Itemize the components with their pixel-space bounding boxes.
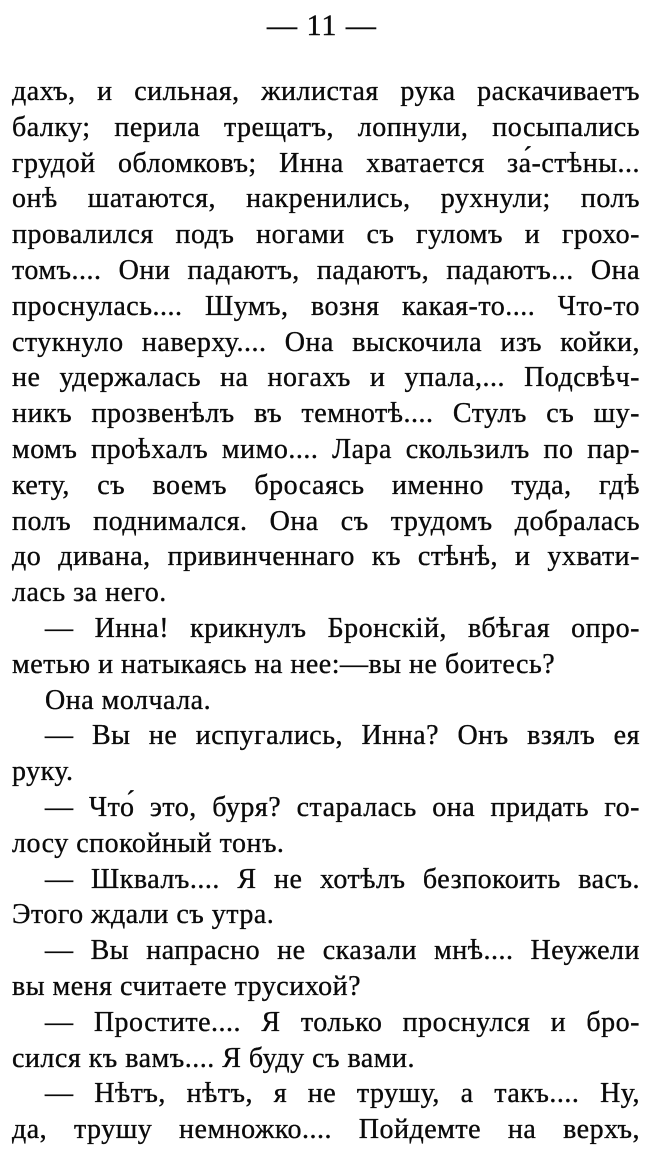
text-line: лась за него. (12, 577, 167, 609)
text-line: никъ прозвенѣлъ въ темнотѣ.... Стулъ съ шу- (12, 398, 640, 430)
text-line: провалился подъ ногами съ гуломъ и грохо- (12, 219, 640, 251)
page-number: — 11 — (267, 9, 377, 42)
text-line: томъ.... Они падаютъ, падаютъ, падаютъ... Она (12, 254, 640, 286)
text-line: проснулась.... Шумъ, возня какая-то.... Что-то (12, 290, 640, 322)
paragraph (12, 933, 640, 1005)
text-line: — Шквалъ.... Я не хотѣлъ безпокоить васъ. (45, 863, 640, 895)
text-line: полъ поднимался. Она съ трудомъ добралась (12, 505, 640, 537)
text-line: руку. (12, 756, 74, 788)
text-line: до дивана, привинченнаго къ стѣнѣ, и ухвати- (12, 541, 640, 573)
paragraph (12, 683, 640, 719)
paragraph (12, 611, 640, 683)
paragraph (12, 862, 640, 934)
text-line: — Вы не испугались, Инна? Онъ взялъ ея (45, 720, 640, 752)
body-text (12, 74, 640, 1148)
paragraph (12, 718, 640, 790)
text-line: да, трушу немножко.... Пойдемте на верхъ, (12, 1114, 640, 1146)
text-line: — Простите.... Я только проснулся и бро- (45, 1006, 640, 1038)
text-line: стукнуло наверху.... Она выскочила изъ койки, (12, 326, 640, 358)
text-line: не удержалась на ногахъ и упала,... Подсвѣч- (12, 362, 640, 394)
text-line: онѣ шатаются, накренились, рухнули; полъ (12, 183, 640, 215)
text-line: дахъ, и сильная, жилистая рука раскачиваетъ (12, 76, 640, 107)
text-line: кету, съ воемъ бросаясь именно туда, гдѣ (12, 469, 640, 501)
text-line: — Вы напрасно не сказали мнѣ.... Неужели (45, 935, 640, 967)
text-line: Этого ждали съ утра. (12, 899, 275, 931)
text-line: метью и натыкаясь на нее:—вы не боитесь? (12, 648, 556, 680)
text-line: балку; перила трещатъ, лопнули, посыпались (12, 111, 640, 143)
text-line: грудой обломковъ; Инна хватается за́-стѣны... (12, 147, 640, 179)
paragraph (12, 790, 640, 862)
paragraph (12, 1076, 640, 1148)
text-line: — Что́ это, буря? старалась она придать го- (45, 791, 640, 823)
text-line: вы меня считаете трусихой? (12, 970, 362, 1002)
text-line: сился къ вамъ.... Я буду съ вами. (12, 1042, 415, 1074)
text-line: лосу спокойный тонъ. (12, 827, 285, 859)
paragraph (12, 1005, 640, 1077)
text-line: момъ проѣхалъ мимо.... Лара скользилъ по пар- (12, 433, 640, 465)
text-line: — Инна! крикнулъ Бронскій, вбѣгая опро- (45, 612, 640, 644)
text-line: — Нѣтъ, нѣтъ, я не трушу, а такъ.... Ну, (45, 1078, 640, 1110)
paragraph (12, 74, 640, 611)
text-line: Она молчала. (45, 684, 212, 716)
